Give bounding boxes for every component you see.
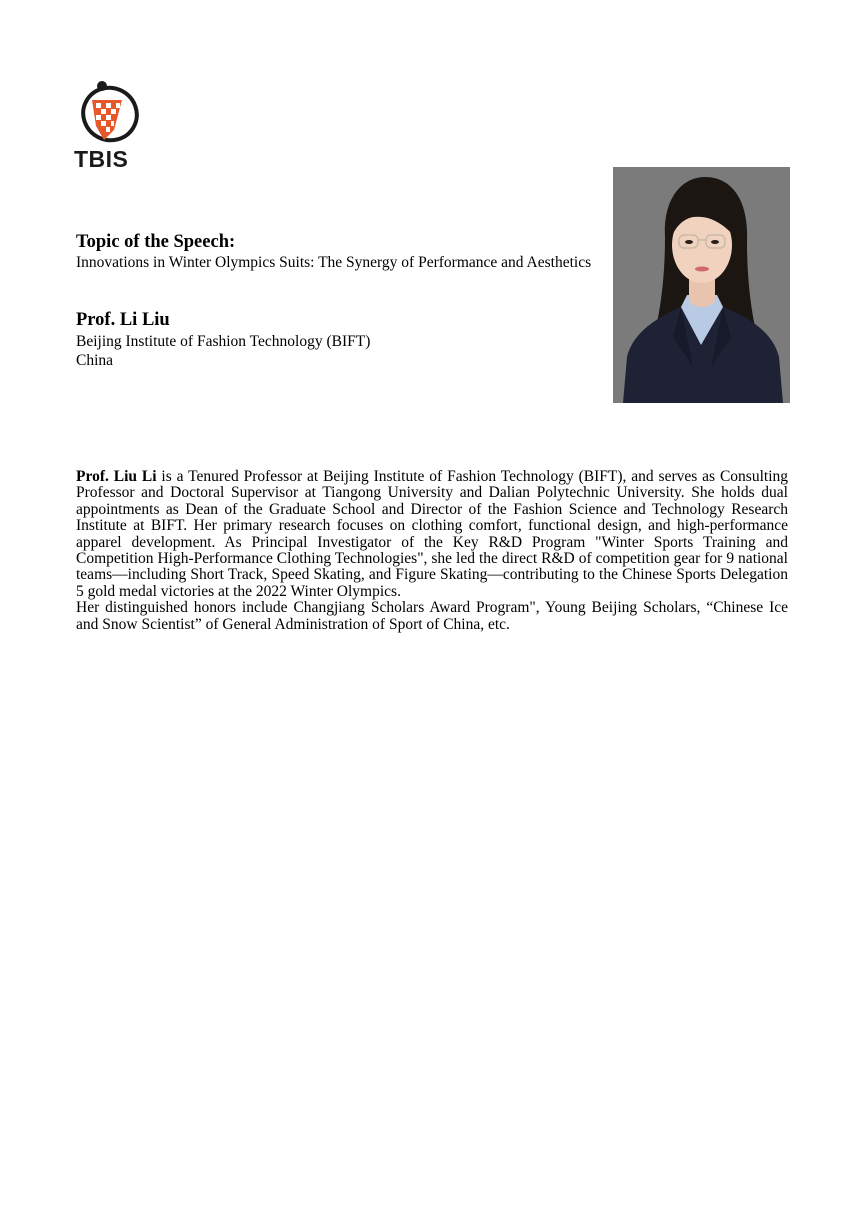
bio-name: Prof. Liu Li (76, 468, 157, 485)
speaker-bio (76, 469, 788, 633)
speaker-portrait-icon (613, 167, 790, 403)
speaker-name: Prof. Li Liu (76, 310, 170, 330)
tbis-logo (74, 78, 146, 174)
speaker-photo (613, 167, 790, 403)
speaker-country: China (76, 352, 114, 369)
speaker-affiliation: Beijing Institute of Fashion Technology (BIFT) (76, 333, 371, 350)
tbis-emblem-icon (74, 78, 146, 146)
bio-paragraph-2: Her distinguished honors include Changjiang Scholars Award Program", Young Beijing Scholars, “Chinese Ice and Snow Scientist” of General Administration of Sport of China, etc. (76, 599, 788, 633)
bio-paragraph-1-text: is a Tenured Professor at Beijing Institute of Fashion Technology (BIFT), and serves as Consulting Professor and Doctoral Supervisor at Tiangong University and Dalian Polytechnic University. She holds dual appointments as Dean of the Graduate School and Director of the Fashion Science and Technology Research Institute at BIFT. Her primary research focuses on clothing comfort, functional design, and high-performance apparel development. As Principal Investigator of the Key R&D Program "Winter Sports Training and Competition High-Performance Clothing Technologies", she led the direct R&D of competition gear for 9 national teams—including Short Track, Speed Skating, and Figure Skating—contributing to the Chinese Sports Delegation 5 gold medal victories at the 2022 Winter Olympics. (76, 468, 788, 600)
topic-text: Innovations in Winter Olympics Suits: The Synergy of Performance and Aesthetics (76, 254, 592, 271)
bio-paragraph-1 (76, 469, 788, 600)
topic-heading: Topic of the Speech: (76, 232, 236, 252)
logo-text: TBIS (74, 146, 129, 172)
